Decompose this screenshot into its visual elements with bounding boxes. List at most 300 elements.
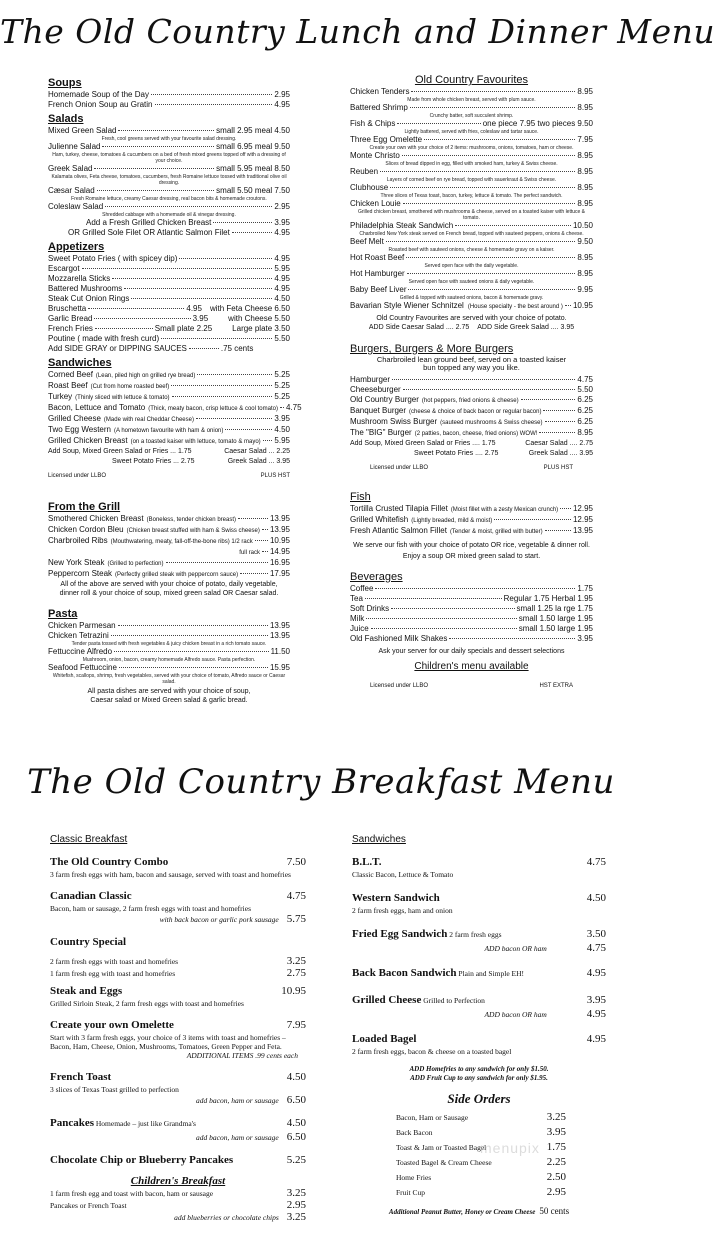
item-name: Chicken Tetrazini: [48, 631, 109, 640]
menu-item: [48, 264, 290, 274]
item-name: Reuben: [350, 167, 379, 176]
menu-item: Add a Fresh Grilled Chicken Breast 3.95: [86, 218, 290, 227]
burgers-heading: Burgers, Burgers & More Burgers: [350, 343, 514, 355]
item-description: 1 farm fresh egg with toast and homefries: [50, 969, 176, 978]
menu-item: [350, 624, 593, 634]
item-name: Steak and Eggs: [50, 985, 123, 997]
item-name: Chicken Louie: [350, 199, 401, 208]
item-description: Served open face with sauteed onions & daily vegetable.: [408, 279, 535, 285]
item-name: Chicken Tenders: [350, 87, 410, 96]
menu-item: [48, 547, 290, 558]
item-price: 4.50: [286, 1071, 306, 1083]
menu-item: [48, 381, 290, 392]
item-description: Bacon, ham or sausage, 2 farm fresh eggs with toast and homefries: [50, 904, 251, 913]
item-price: 8.95: [577, 428, 593, 437]
dot-leader: [386, 241, 576, 242]
item-price: 10.95: [269, 536, 290, 545]
item-price: 10.95: [281, 985, 306, 997]
item-name: Fruit Cup: [396, 1188, 425, 1197]
item-price: 4.75: [586, 856, 606, 868]
item-name: Soft Drinks: [350, 604, 390, 613]
item-description: Grilled chicken breast, smothered with mushrooms & cheese, served on a toasted kaiser with lettuce & tomato.: [357, 209, 586, 221]
dot-leader: [112, 278, 272, 279]
item-description: (Moist fillet with a zesty Mexican crunch): [450, 507, 559, 513]
item-description: (Thick, meaty bacon, crisp lettuce & cool tomato): [148, 406, 278, 412]
item-price: 17.95: [269, 569, 290, 578]
dot-leader: [366, 618, 517, 619]
item-description: (Perfectly grilled steak with peppercorn sauce): [115, 572, 239, 578]
dot-leader: [172, 396, 273, 397]
item-price: 4.50: [586, 892, 606, 904]
menu-item: Cæsar Salad small 5.50 meal 7.50: [48, 186, 290, 195]
addon-row: [50, 913, 306, 925]
item-description: (sauteed mushrooms & Swiss cheese): [440, 420, 543, 426]
menu-item: [48, 274, 290, 284]
dot-leader: [197, 374, 272, 375]
item-name: Three Egg Omelette: [350, 135, 423, 144]
dot-leader: [375, 588, 575, 589]
item-price: small 1.50 large 1.95: [518, 624, 593, 633]
breakfast-item-row: [50, 886, 306, 904]
item-name-wrap: [50, 981, 122, 999]
menu-item: Poutine ( made with fresh curd) 5.50: [48, 334, 290, 343]
side-order-item: [396, 1156, 566, 1168]
item-name: Hamburger: [350, 375, 391, 384]
menu-item: [48, 631, 290, 641]
dot-leader: [131, 298, 272, 299]
item-name: The "BIG" Burger: [350, 428, 412, 437]
addon-price: 6.50: [286, 1131, 306, 1143]
item-name: Mozzarella Sticks: [48, 274, 111, 283]
menu-item: [350, 87, 593, 97]
item-name: Coffee: [350, 584, 374, 593]
sandwiches-list: [48, 370, 302, 447]
menu-item: [350, 285, 593, 295]
menu-item: French Fries Small plate 2.25 Large plate 3.50: [48, 324, 290, 333]
breakfast-sandwich: [352, 888, 606, 915]
menu-item: [350, 199, 593, 209]
item-description: Crunchy batter, soft succulent shrimp.: [429, 113, 514, 119]
dot-leader: [365, 598, 502, 599]
item-price: 5.95: [274, 436, 290, 445]
menu-item: Fettuccine Alfredo 11.50: [48, 647, 290, 656]
item-name: Tea: [350, 594, 363, 603]
item-description: 2 farm fresh eggs, ham and onion: [352, 906, 453, 915]
dot-leader: [196, 418, 272, 419]
menu-item: [350, 515, 593, 526]
item-name: Grilled Chicken Breast: [48, 436, 128, 445]
item-description: 2 farm fresh eggs, bacon & cheese on a toasted bagel: [352, 1047, 512, 1056]
dot-leader: [539, 432, 575, 433]
breakfast-item-row: [50, 981, 306, 999]
item-name: Grilled Whitefish: [350, 515, 409, 524]
item-description: Layers of corned beef on rye bread, topped with sauerkraut & Swiss cheese.: [386, 177, 557, 183]
item-name: Loaded Bagel: [352, 1033, 417, 1045]
item-description: Homemade – just like Grandma's: [94, 1119, 196, 1128]
item-price: 10.50: [572, 221, 593, 230]
addon-description: ADDITIONAL ITEMS .99 cents each: [186, 1051, 298, 1060]
soups-list: [48, 90, 290, 110]
item-name: Baby Beef Liver: [350, 285, 407, 294]
item-name: Milk: [350, 614, 365, 623]
item-name: Charbroiled Ribs: [48, 536, 108, 545]
menu-item: [48, 514, 290, 525]
breakfast-item-row: [50, 1113, 306, 1131]
item-price: one piece 7.95 two pieces 9.50: [482, 119, 593, 128]
dot-leader: [151, 94, 272, 95]
item-name: Roast Beef: [48, 381, 88, 390]
breakfast-item-row: [352, 963, 606, 981]
item-name-wrap: [352, 990, 485, 1008]
item-name: Hot Hamburger: [350, 269, 405, 278]
item-description: 2 farm fresh eggs with toast and homefries: [50, 957, 179, 966]
item-price: 2.50: [546, 1171, 566, 1183]
item-description: (Chicken breast stuffed with ham & Swiss cheese): [126, 528, 260, 534]
item-name: Western Sandwich: [352, 892, 440, 904]
dot-leader: [408, 289, 575, 290]
item-price: 13.95: [269, 621, 290, 630]
item-name: Peppercorn Steak: [48, 569, 113, 578]
item-description: Roasted beef with sauteed onions, cheese & homemade gravy on a kaiser.: [388, 247, 555, 253]
menu-item: [350, 167, 593, 177]
item-description: (Cut from home roasted beef): [90, 384, 170, 390]
menu-item: [350, 395, 593, 406]
item-price: 4.95: [274, 284, 290, 293]
item-description: Charbroiled New York steak served on French bread, topped with sauteed peppers, onions & cheese.: [359, 231, 584, 237]
item-name: Grilled Cheese: [352, 994, 422, 1006]
item-price: 3.25: [286, 1187, 306, 1199]
item-price: 8.95: [577, 167, 593, 176]
item-price: 8.95: [577, 183, 593, 192]
item-price: 12.95: [572, 515, 593, 524]
kids-menu-note: Children's menu available: [414, 661, 529, 672]
item-name-wrap: [50, 1067, 111, 1085]
lunch-title: The Old Country Lunch and Dinner Menu: [0, 12, 715, 51]
item-name: Grilled Cheese: [48, 414, 101, 423]
dot-leader: [560, 508, 571, 509]
breakfast-sandwich: [352, 963, 606, 981]
item-name-wrap: [50, 932, 126, 950]
menu-item: [48, 100, 290, 110]
menu-item: [48, 294, 290, 304]
item-name-wrap: [352, 852, 381, 870]
item-name-wrap: [50, 1150, 233, 1168]
side-orders-heading: Side Orders: [447, 1091, 511, 1106]
item-price: 4.50: [274, 425, 290, 434]
item-price: 8.95: [577, 103, 593, 112]
menu-item: [48, 536, 290, 547]
breakfast-item-row: [50, 1150, 306, 1168]
breakfast-item-row: [352, 888, 606, 906]
dot-leader: [262, 551, 268, 552]
fish-heading: Fish: [350, 491, 371, 503]
breakfast-item: [50, 1150, 306, 1168]
menu-item: Bavarian Style Wiener Schnitzel (House specialty - the best around ) 10.95: [350, 301, 593, 310]
item-description: (Thinly sliced with lettuce & tomato): [75, 395, 170, 401]
dot-leader: [280, 407, 284, 408]
item-price: 8.95: [577, 87, 593, 96]
item-description: Start with 3 farm fresh eggs, your choice of 3 items with toast and homefries – Bacon, Ham, Cheese, Onion, Mushrooms, Tomatoes, Green Pepper and Feta.: [50, 1033, 286, 1051]
item-price: 3.95: [274, 414, 290, 423]
dot-leader: [403, 389, 576, 390]
menu-item: [48, 436, 290, 447]
kids-item: [50, 1211, 306, 1223]
menu-item: [350, 526, 593, 537]
item-name: Back Bacon Sandwich: [352, 967, 457, 979]
item-price: 5.25: [274, 370, 290, 379]
breakfast-item-row: [50, 1015, 306, 1033]
item-price: 3.25: [546, 1111, 566, 1123]
item-name: Steak Cut Onion Rings: [48, 294, 130, 303]
breakfast-item-row: [352, 990, 606, 1008]
item-price: 7.95: [577, 135, 593, 144]
sandwiches-heading: Sandwiches: [48, 357, 112, 369]
addon-price: 4.95: [586, 1008, 606, 1020]
item-price: 13.95: [269, 631, 290, 640]
breakfast-item-row: [50, 852, 306, 870]
item-name: The Old Country Combo: [50, 856, 169, 868]
dot-leader: [225, 429, 272, 430]
grill-heading: From the Grill: [48, 501, 121, 513]
breakfast-sandwich: [352, 852, 606, 879]
addon-row: [50, 1131, 306, 1143]
item-description: (Boneless, tender chicken breast): [146, 517, 236, 523]
item-name-wrap: [50, 963, 175, 981]
dot-leader: [179, 258, 272, 259]
menu-item: [350, 253, 593, 263]
breakfast-right-column: Sandwiches B.L.T. 4.75 Classic Bacon, Lettuce & Tomato Western Sandwich 4.50 2 farm fresh eggs, ham and onion Fried Egg Sandwich 2 farm fresh eggs 3.50 ADD bacon OR ham 4.75 Back Bacon Sandwich Plain and Simple EH! 4.95 Grilled Cheese Grilled to Perfection 3.95 ADD bacon OR ham 4.95 Loaded Bagel 4.95 2 farm fresh eggs, bacon & cheese on a toasted bagel ADD Homefries to any sandwich for only $1.50. ADD Fruit Cup to any sandwich for only $1.95. Side Orders Bacon, Ham or Sausage 3.25 Back Bacon 3.95 Toast & Jam or Toasted Bagel 1.75 Toasted Bagel & Cream Cheese 2.25 Home Fries 2.50 Fruit Cup 2.95 Additional Peanut Butter, Honey or Cream Cheese 50 cents: [352, 834, 606, 1216]
favourites-list: [350, 87, 593, 301]
watermark: menupix: [480, 1140, 540, 1156]
kids-item: [50, 1187, 306, 1199]
item-description: 2 farm fresh eggs: [447, 930, 502, 939]
addon-row: [352, 942, 606, 954]
item-name: Create your own Omelette: [50, 1019, 174, 1031]
item-price: 13.95: [269, 514, 290, 523]
side-order-item: [396, 1126, 566, 1138]
item-description: Slices of bread dipped in egg, filled with smoked ham, turkey & Swiss cheese.: [385, 161, 558, 167]
menu-item: [350, 103, 593, 113]
item-description: (Lightly breaded, mild & moist): [411, 518, 493, 524]
item-price: 1.75: [546, 1141, 566, 1153]
item-price: 7.95: [286, 1019, 306, 1031]
item-name-wrap: [352, 963, 524, 981]
menu-item: [350, 375, 593, 385]
item-price: 7.50: [286, 856, 306, 868]
item-name: Mushroom Swiss Burger: [350, 417, 438, 426]
item-price: 2.95: [286, 1199, 306, 1211]
fish-list: [350, 504, 593, 537]
addon-description: add bacon, ham or sausage: [196, 1096, 279, 1105]
menu-item: [48, 284, 290, 294]
item-price: 8.95: [577, 199, 593, 208]
item-price: 2.25: [546, 1156, 566, 1168]
breakfast-item-row: [352, 852, 606, 870]
breakfast-title: The Old Country Breakfast Menu: [27, 762, 615, 802]
menu-item: [48, 425, 290, 436]
addon-price: 5.75: [286, 913, 306, 925]
kids-item: [50, 1199, 306, 1211]
item-price: 5.95: [274, 264, 290, 273]
item-price: 5.25: [274, 381, 290, 390]
menu-item: [350, 135, 593, 145]
item-price: 3.95: [546, 1126, 566, 1138]
addon-row: [50, 1094, 306, 1106]
item-name: Pancakes: [50, 1117, 94, 1129]
menu-item: [350, 604, 593, 614]
item-price: 12.95: [572, 504, 593, 513]
menu-item: [48, 254, 290, 264]
dot-leader: [392, 379, 575, 380]
menu-item: [350, 119, 593, 129]
item-name: Fried Egg Sandwich: [352, 928, 448, 940]
item-name: Bacon, Lettuce and Tomato: [48, 403, 146, 412]
item-name: Homemade Soup of the Day: [48, 90, 149, 99]
lunch-left-column: Soups Homemade Soup of the Day 2.95 French Onion Soup au Gratin 4.95 Salads Mixed Green Salad small 2.95 meal 4.50 Fresh, cool greens served with your favourite salad dressing. Julienne Salad small 6.95 meal 9.50 Ham, turkey, cheese, tomatoes & cucumbers on a bed of fresh mixed greens topped off with a dressing of your choice. Greek Salad small 5.95 meal 8.50 Kalamata olives, Feta cheese, tomatoes, cucumbers, fresh Romaine lettuce tossed with traditional olive oil dressing. Cæsar Salad small 5.50 meal 7.50 Fresh Romaine lettuce, creamy Caesar dressing, real bacon bits & homemade croutons. Coleslaw Salad 2.95 Shredded cabbage with a homemade oil & vinegar dressing. Add a Fresh Grilled Chicken Breast 3.95 OR Grilled Sole Filet OR Atlantic Salmon Filet 4.95 Appetizers Sweet Potato Fries ( with spicey dip) 4.95 Escargot 5.95 Mozzarella Sticks 4.95 Battered Mushrooms 4.95 Steak Cut Onion Rings 4.50 Bruschetta 4.95 with Feta Cheese 6.50 Garlic Bread 3.95 with Cheese 5.50 French Fries Small plate 2.25 Large plate 3.50 Poutine ( made with fresh curd) 5.50 Add SIDE GRAY or DIPPING SAUCES .75 cents Sandwiches Corned Beef (Lean, piled high on grilled rye bread) 5.25 Roast Beef (Cut from home roasted beef) 5.25 Turkey (Thinly sliced with lettuce & tomato) 5.25 Bacon, Lettuce and Tomato (Thick, meaty bacon, crisp lettuce & cool tomato) 4.75 Grilled Cheese (Made with real Cheddar Cheese) 3.95 Two Egg Western (A hometown favourite with ham & onion) 4.50 Grilled Chicken Breast (on a toasted kaiser with lettuce, tomato & mayo) 5.95 Add Soup, Mixed Green Salad or Fries ... 1.75 Caesar Salad ... 2.25 Sweet Potato Fries ... 2.75 Greek Salad ... 3.95 Licensed under LLBO PLUS HST From the Grill Smothered Chicken Breast (Boneless, tender chicken breast) 13.95 Chicken Cordon Bleu (Chicken breast stuffed with ham & Swiss cheese) 13.95 Charbroiled Ribs (Mouthwatering, meaty, fall-off-the-bone ribs) 1/2 rack 10.95 full rack 14.95 New York Steak (Grilled to perfection) 16.95 Peppercorn Steak (Perfectly grilled steak with peppercorn sauce) 17.95 All of the above are served with your choice of potato, daily vegetable, dinner roll & your choice of soup, mixed green salad OR Caesar salad. Pasta Chicken Parmesan 13.95 Chicken Tetrazini 13.95 Tender pasta tossed with fresh vegetables & juicy chicken breast in a rich tomato sauce. Fettuccine Alfredo 11.50 Mushroom, onion, bacon, creamy homemade Alfredo sauce. Pasta perfection. Seafood Fettuccine 15.95 Whitefish, scallops, shrimp, fresh vegetables, served with your choice of tomato, Alfredo sauce or Caesar salad. All pasta dishes are served with your choice of soup, Caesar salad or Mixed Green salad & garlic bread.: [48, 77, 302, 704]
item-name-wrap: [50, 852, 168, 870]
pasta-heading: Pasta: [48, 608, 78, 620]
item-price: small 1.25 la rge 1.75: [516, 604, 593, 613]
item-description: Lightly battered, served with fries, coleslaw and tartar sauce.: [404, 129, 539, 135]
item-price: 6.25: [577, 406, 593, 415]
menu-item: [350, 614, 593, 624]
addon-description: add bacon, ham or sausage: [196, 1133, 279, 1142]
dot-leader: [411, 91, 575, 92]
dot-leader: [397, 123, 480, 124]
menu-item: Mixed Green Salad small 2.95 meal 4.50: [48, 126, 290, 135]
classic-breakfast-heading: Classic Breakfast: [50, 834, 128, 845]
item-name: New York Steak: [48, 558, 105, 567]
favourites-heading: Old Country Favourites: [414, 74, 529, 86]
side-orders-list: [352, 1111, 606, 1198]
menu-item: Garlic Bread 3.95 with Cheese 5.50: [48, 314, 290, 323]
item-price: 2.95: [274, 90, 290, 99]
breakfast-item-row: [50, 1067, 306, 1085]
side-order-item: [396, 1111, 566, 1123]
dot-leader: [240, 573, 268, 574]
item-description: (Mouthwatering, meaty, fall-off-the-bone ribs) 1/2 rack: [110, 539, 253, 545]
menu-item: Julienne Salad small 6.95 meal 9.50: [48, 142, 290, 151]
menu-item: [350, 504, 593, 515]
item-price: 4.75: [285, 403, 302, 412]
menu-item: [350, 183, 593, 193]
dot-leader: [521, 399, 576, 400]
side-order-item: [396, 1171, 566, 1183]
childrens-breakfast-list: [50, 1187, 306, 1223]
item-price: 3.25: [286, 955, 306, 967]
item-description: (Lean, piled high on grilled rye bread): [95, 373, 196, 379]
item-name: Monte Christo: [350, 151, 400, 160]
item-price: 4.75: [286, 890, 306, 902]
breakfast-item: [50, 852, 306, 879]
dot-leader: [263, 440, 273, 441]
dot-leader: [403, 203, 576, 204]
beverages-list: [350, 584, 593, 644]
breakfast-sandwich: [352, 924, 606, 954]
item-name: Chicken Parmesan: [48, 621, 116, 630]
item-name: Escargot: [48, 264, 80, 273]
dot-leader: [402, 155, 576, 156]
item-name: Philadelphia Steak Sandwich: [350, 221, 454, 230]
breakfast-item-row: [50, 932, 306, 950]
item-description: Served open face with the daily vegetable.: [424, 263, 519, 269]
dot-leader: [111, 635, 268, 636]
addon-description: with back bacon or garlic pork sausage: [159, 915, 279, 924]
dot-leader: [262, 529, 268, 530]
item-description: 3 farm fresh eggs with ham, bacon and sausage, served with toast and homefries: [50, 870, 291, 879]
salads-heading: Salads: [48, 113, 84, 125]
item-price: 14.95: [269, 547, 290, 556]
menu-item: Greek Salad small 5.95 meal 8.50: [48, 164, 290, 173]
item-name: French Toast: [50, 1071, 112, 1083]
menu-item: [48, 621, 290, 631]
dot-leader: [410, 107, 576, 108]
menu-item: [48, 403, 302, 414]
item-name: Fish & Chips: [350, 119, 396, 128]
item-description: Plain and Simple EH!: [456, 969, 525, 978]
menu-item: [350, 221, 593, 231]
item-name: Juice: [350, 624, 369, 633]
menu-item: Add SIDE GRAY or DIPPING SAUCES .75 cents: [48, 344, 254, 353]
item-name: Two Egg Western: [48, 425, 111, 434]
dot-leader: [424, 139, 575, 140]
addon-description: ADD bacon OR ham: [484, 1010, 547, 1019]
item-price: 3.50: [586, 928, 606, 940]
item-price: 4.95: [586, 1033, 606, 1045]
dot-leader: [82, 268, 273, 269]
dot-leader: [371, 628, 517, 629]
dot-leader: [543, 410, 575, 411]
pasta-list: [48, 621, 290, 641]
menu-item: Seafood Fettuccine 15.95: [48, 663, 290, 672]
item-price: 9.50: [577, 237, 593, 246]
item-name: Canadian Classic: [50, 890, 132, 902]
dot-leader: [455, 225, 571, 226]
side-order-item: [396, 1186, 566, 1198]
grill-list: [48, 514, 290, 580]
item-price: 9.95: [577, 285, 593, 294]
item-price: 4.75: [577, 375, 593, 384]
item-price: 8.95: [577, 151, 593, 160]
item-price: 2.75: [286, 967, 306, 979]
item-name: Beef Melt: [350, 237, 384, 246]
childrens-breakfast-heading: Children's Breakfast: [130, 1175, 226, 1187]
item-name: Back Bacon: [396, 1128, 433, 1137]
item-price: 3.95: [586, 994, 606, 1006]
item-description: Three slices of Texas toast, bacon, turkey, lettuce & tomato. The perfect sandwich.: [380, 193, 563, 199]
item-name: Tortilla Crusted Tilapia Fillet: [350, 504, 448, 513]
breakfast-item: [50, 981, 306, 1008]
burgers-list: [350, 375, 593, 439]
breakfast-item: [50, 1015, 306, 1060]
menu-item: [48, 392, 290, 403]
dot-leader: [407, 273, 576, 274]
item-name: Chicken Cordon Bleu: [48, 525, 124, 534]
item-description: (A hometown favourite with ham & onion): [114, 428, 224, 434]
addon-description: ADD bacon OR ham: [484, 944, 547, 953]
item-price: 8.95: [577, 269, 593, 278]
item-description: (Grilled to perfection): [107, 561, 164, 567]
breakfast-item: [50, 886, 306, 925]
breakfast-item: [50, 1067, 306, 1106]
item-name: Turkey: [48, 392, 73, 401]
dot-leader: [449, 638, 575, 639]
menu-item: [350, 584, 593, 594]
dot-leader: [494, 519, 571, 520]
item-description: (cheese & choice of back bacon or regular bacon): [409, 409, 542, 415]
addon-price: 6.50: [286, 1094, 306, 1106]
breakfast-item: [50, 932, 306, 950]
